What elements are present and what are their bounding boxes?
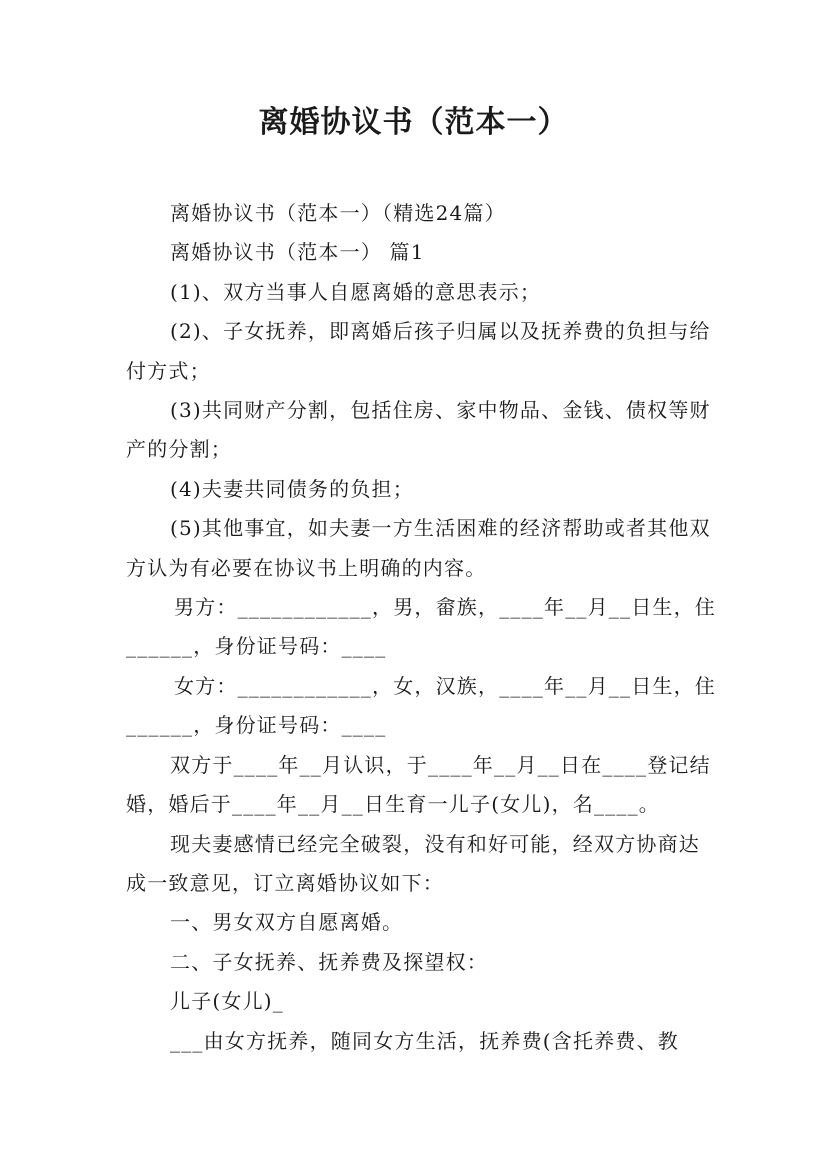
paragraph-wife-info: 女方：____________，女，汉族，____年__月__日生，住______，身份证号码：____: [126, 673, 716, 738]
paragraph-husband-info: 男方：____________，男，畲族，____年__月__日生，住______，身份证号码：____: [126, 595, 716, 659]
document-body: [126, 194, 716, 1061]
paragraph-item-2: (2)、子女抚养，即离婚后孩子归属以及抚养费的负担与给付方式；: [126, 319, 711, 383]
paragraph-item-5: (5)其他事宜，如夫妻一方生活困难的经济帮助或者其他双方认为有必要在协议书上明确的内容。: [126, 516, 711, 580]
paragraph-item-1: (1)、双方当事人自愿离婚的意思表示；: [170, 279, 542, 304]
paragraph-item-3: (3)共同财产分割，包括住房、家中物品、金钱、债权等财产的分割；: [126, 398, 711, 462]
paragraph-clause-2: 二、子女抚养、抚养费及探望权：: [170, 949, 488, 974]
paragraph-subtitle: 离婚协议书（范本一）（精选24篇）: [170, 201, 506, 225]
paragraph-custody: ___由女方抚养，随同女方生活，抚养费(含托养费、教: [170, 1028, 680, 1053]
paragraph-child: 儿子(女儿)_: [170, 989, 285, 1014]
paragraph-item-4: (4)夫妻共同债务的负担；: [170, 476, 414, 501]
paragraph-section-heading: 离婚协议书（范本一） 篇1: [170, 240, 425, 265]
paragraph-marriage-info: 双方于____年__月认识，于____年__月__日在____登记结婚，婚后于____年__月__日生育一儿子(女儿)，名____。: [126, 752, 711, 817]
document-title: 离婚协议书（范本一）: [258, 105, 569, 140]
paragraph-clause-1: 一、男女双方自愿离婚。: [170, 910, 404, 935]
paragraph-agreement-intro: 现夫妻感情已经完全破裂，没有和好可能，经双方协商达成一致意见，订立离婚协议如下：: [126, 831, 700, 895]
